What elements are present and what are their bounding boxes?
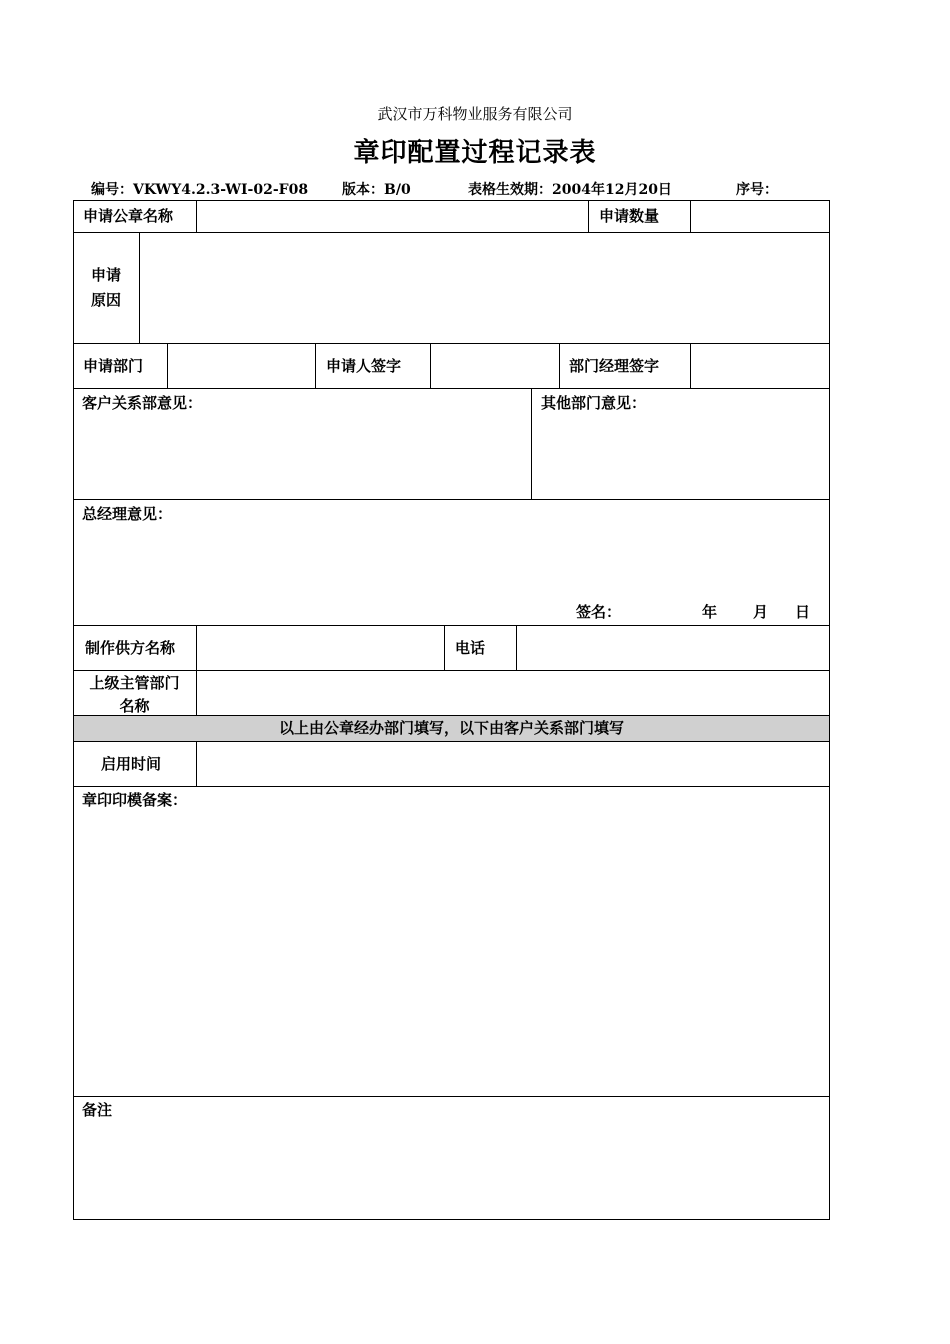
other-dept-opinion-field[interactable] [532, 414, 829, 499]
serial-field [736, 179, 778, 199]
table-border [73, 1096, 830, 1097]
customer-dept-opinion-field[interactable] [74, 414, 531, 499]
effective-date-field [468, 179, 672, 199]
table-border [444, 625, 445, 670]
month-label: 月 [753, 603, 769, 621]
table-border [73, 786, 830, 787]
table-border [588, 200, 589, 232]
version-label: 版本： [342, 182, 384, 198]
sign-label: 签名： [576, 603, 622, 621]
version-value: B/0 [384, 182, 411, 198]
table-border [73, 388, 830, 389]
record-form-table [73, 200, 830, 1220]
company-name: 武汉市万科物业服务有限公司 [377, 105, 573, 123]
quantity-field[interactable] [691, 201, 829, 232]
department-field[interactable] [168, 344, 315, 388]
reason-field[interactable] [140, 233, 829, 343]
remarks-label: 备注 [82, 1101, 113, 1119]
phone-field[interactable] [517, 626, 829, 670]
gm-opinion-label: 总经理意见： [82, 505, 173, 523]
seal-record-label: 章印印模备案： [82, 791, 188, 809]
supplier-field[interactable] [197, 626, 444, 670]
reason-label-line2: 原因 [91, 291, 122, 309]
remarks-field[interactable] [74, 1122, 829, 1219]
supplier-label: 制作供方名称 [85, 639, 176, 657]
code-value: VKWY4.2.3-WI-02-F08 [133, 182, 309, 198]
enable-time-label: 启用时间 [101, 755, 162, 773]
department-label: 申请部门 [83, 357, 144, 375]
enable-time-field[interactable] [197, 742, 829, 786]
form-title: 章印配置过程记录表 [353, 138, 597, 168]
manager-sign-label: 部门经理签字 [569, 357, 660, 375]
reason-label-line1: 申请 [91, 266, 122, 284]
table-border [73, 1219, 830, 1220]
year-label: 年 [702, 603, 718, 621]
table-border [829, 200, 830, 1220]
code-label: 编号： [91, 182, 133, 198]
seal-record-field[interactable] [74, 812, 829, 1096]
applicant-sign-field[interactable] [431, 344, 559, 388]
quantity-label: 申请数量 [599, 207, 660, 225]
table-border [315, 343, 316, 388]
code-field [91, 179, 308, 199]
customer-dept-opinion-label: 客户关系部意见： [82, 394, 203, 412]
effective-label: 表格生效期： [468, 182, 552, 198]
table-border [73, 499, 830, 500]
superior-dept-field[interactable] [197, 671, 829, 715]
gm-opinion-field[interactable] [74, 525, 829, 597]
applicant-sign-label: 申请人签字 [326, 357, 402, 375]
phone-label: 电话 [455, 639, 486, 657]
seal-name-label: 申请公章名称 [83, 207, 174, 225]
effective-value: 2004年12月20日 [552, 182, 672, 198]
manager-sign-field[interactable] [691, 344, 829, 388]
other-dept-opinion-label: 其他部门意见： [541, 394, 647, 412]
superior-dept-label-line1: 上级主管部门 [89, 674, 180, 692]
table-border [559, 343, 560, 388]
divider-text: 以上由公章经办部门填写，以下由客户关系部门填写 [278, 719, 624, 737]
day-label: 日 [795, 603, 811, 621]
version-field [342, 179, 411, 199]
superior-dept-label-line2: 名称 [119, 697, 150, 715]
serial-label: 序号： [736, 182, 778, 198]
seal-name-field[interactable] [197, 201, 588, 232]
